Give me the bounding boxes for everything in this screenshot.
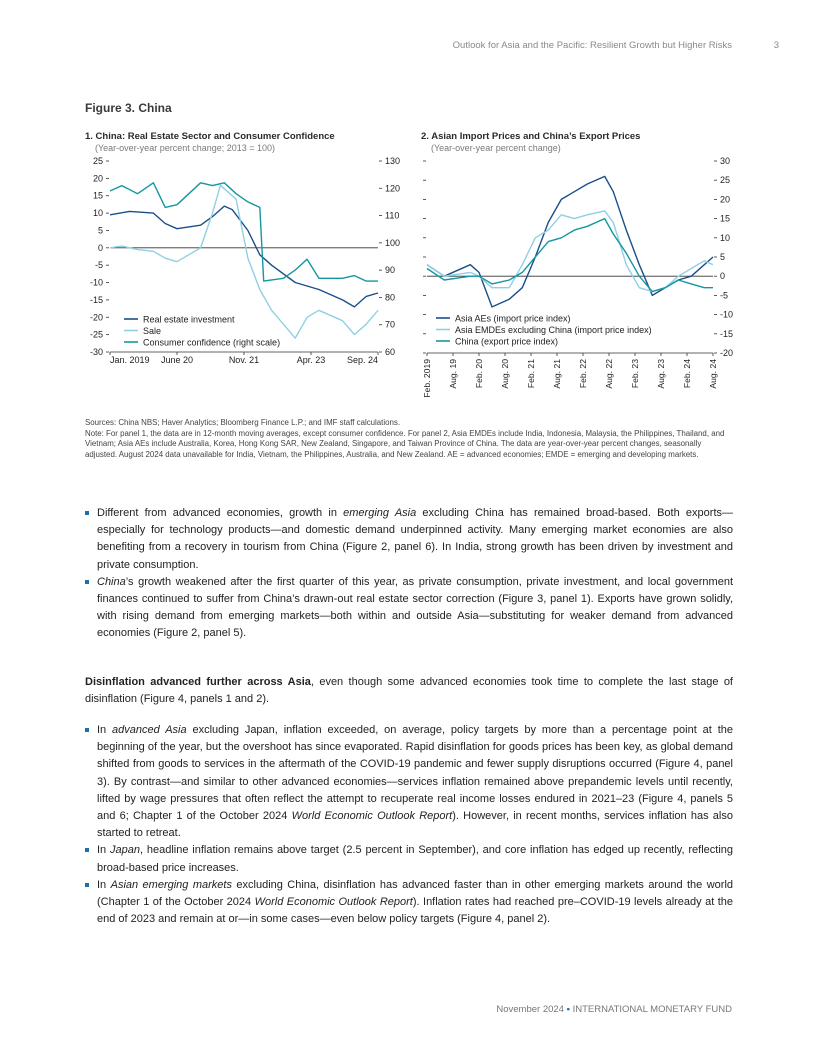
bullet-list-a [85,505,733,643]
bullet-text: In [97,724,113,736]
y-tick-label: 0 [97,242,103,253]
bullet-emphasis: advanced Asia [112,724,187,736]
x-tick-label: Aug. 19 [448,359,458,389]
figure-sources: Sources: China NBS; Haver Analytics; Bloomberg Finance L.P.; and IMF staff calculations. [85,418,401,427]
y-tick-label: -30 [89,347,103,357]
legend-label: Real estate investment [143,314,235,325]
figure-note: Note: For panel 1, the data are in 12-month moving averages, except consumer confidence. For panel 2, Asia EMDEs include India, Indonesia, Malaysia, the Philippines, Thailand, and Vietnam; Asia AEs include Australia, Korea, Hong Kong SAR, New Zealand, Singapore, and Taiwan Province of China. The data are year-over-year percent changes, seasonally adjusted. August 2024 data unavailable for India, Vietnam, the Philippines, Australia, and New Zealand. AE = advanced economies; EMDE = emerging and developing markets. [85,428,725,460]
y-tick-label: -10 [720,309,734,320]
x-tick-label: Aug. 20 [500,359,510,389]
x-tick-label: Feb. 22 [578,359,588,389]
bullet-text-post: excluding China has remained broad-based. Both exports—especially for technology products—and domestic demand underpinned activity. Many emerging market economies are also benefiting from a recovery in tourism from China (Figure 2, panel 6). In India, strong growth has been driven by investment and private consumption. [97,507,734,571]
paragraph [85,674,733,708]
y2-tick-label: 110 [385,210,400,221]
x-tick-label: Jan. 2019 [110,355,150,365]
series-line-2 [427,211,713,292]
y-tick-label: -20 [89,312,103,323]
y-tick-label: 5 [97,225,103,236]
y-tick-label: -10 [89,277,103,288]
bullet-text: excluding Japan, inflation exceeded, on average, policy targets by more than a percentage point at the beginning of the year, but the overshoot has since evaporated. Rapid disinflation for goods prices has been key, as global demand shifted from goods to services in the aftermath of the COVID-19 pandemic and fewer supply disruptions occurred (Figure 4, panel 3). By contrast—and similar to other advanced economies—services inflation remained above prepandemic levels until recently, lifted by wage pressures that often reflect the attempt to recuperate real income losses endured in 2021–23 (Figure 4, panels 5 and 6; Chapter 1 of the October 2024 [97,724,733,823]
y-tick-label: -25 [89,329,103,340]
page-footer [496,1004,732,1015]
page-number: 3 [773,40,779,51]
y2-tick-label: 70 [385,319,396,330]
series-line-3 [427,219,713,292]
x-tick-label: Feb. 20 [474,359,484,389]
panel2-subtitle: (Year-over-year percent change) [431,143,561,153]
y-tick-label: -20 [720,348,734,358]
series-line-1 [427,176,713,307]
panel1-subtitle: (Year-over-year percent change; 2013 = 100) [95,143,276,153]
bullet-text: In [97,878,111,891]
series-line-1 [110,206,378,307]
bullet-emphasis: Asian emerging markets [110,878,232,891]
bullet-item [85,574,733,643]
paragraph-lead: Disinflation advanced further across Asia [85,676,311,688]
y-tick-label: 25 [92,156,103,166]
bullet-emphasis: Japan [110,844,140,857]
y-tick-label: 0 [720,271,726,282]
bullet-text: In [97,844,110,857]
chart-panel-2 [412,152,742,412]
paragraph-rest: , even though some advanced economies took time to complete the last stage of disinflation (Figure 4, panels 1 and 2). [85,676,733,706]
bullet-list-a-container [85,505,733,643]
legend-label: Consumer confidence (right scale) [143,337,281,348]
x-tick-label: Feb. 23 [630,359,640,389]
y-tick-label: 30 [720,156,731,166]
running-header [0,40,816,54]
x-tick-label: June 20 [160,355,194,365]
y2-tick-label: 60 [385,347,396,357]
figure-notes [85,418,735,461]
bullet-emphasis: World Economic Outlook Report [254,896,413,909]
x-tick-label: Aug. 21 [552,359,562,389]
y-tick-label: 15 [720,213,731,224]
x-tick-label: Feb. 21 [526,359,536,389]
bullet-text: ). However, in recent months, services inflation has also started to retreat. [97,810,733,840]
bullet-text-em: China [97,575,126,588]
legend-label: Asia EMDEs excluding China (import price index) [455,325,652,335]
y-tick-label: -15 [720,328,734,339]
y-tick-label: 20 [92,173,103,184]
x-tick-label: Aug. 22 [604,359,614,389]
panel1-title: 1. China: Real Estate Sector and Consumer Confidence [85,131,335,142]
x-tick-label: Feb. 2019 [422,359,432,398]
y-tick-label: 25 [720,175,731,186]
x-tick-label: Aug. 24 [708,359,718,389]
y2-tick-label: 90 [385,265,396,276]
legend-label: Asia AEs (import price index) [455,313,571,324]
bullet-text: , headline inflation remains above target (2.5 percent in September), and core inflation has edged up recently, reflecting broad-based price increases. [97,844,734,874]
y-tick-label: 20 [720,194,731,205]
bullet-list-b [85,722,733,928]
bullet-text-em: emerging Asia [343,507,417,519]
x-tick-label: Aug. 23 [656,359,666,389]
series-line-3 [110,183,378,281]
y2-tick-label: 100 [385,237,401,248]
legend-label: Sale [143,326,162,336]
bullet-text-post: ’s growth weakened after the first quarter of this year, as private consumption, private investment, and local government finances continued to suffer from China’s drawn-out real estate sector correction (Figure 3, panel 1). Exports have grown solidly, with rising demand from emerging markets—both within and outside Asia—substituting for weaker demand from advanced economies (Figure 2, panel 5). [97,575,733,640]
legend-label: China (export price index) [455,336,559,347]
footer-separator: • [566,1004,570,1015]
y-tick-label: -15 [89,294,103,305]
bullet-item [85,505,733,574]
y2-tick-label: 80 [385,292,396,303]
bullet-list-b-container [85,722,733,928]
x-tick-label: Sep. 24 [346,355,378,365]
panel2-title: 2. Asian Import Prices and China’s Export Prices [421,131,641,142]
y-tick-label: -5 [720,290,729,301]
y-tick-label: -5 [94,260,103,271]
bullet-text: excluding China, disinflation has advanced faster than in other emerging markets around the world (Chapter 1 of the October 2024 [97,878,734,909]
bullet-text: ). Inflation rates had reached pre–COVID-19 levels already at the end of 2023 and remain at or—in some cases—even below policy targets (Figure 4, panel 2). [97,896,733,926]
x-tick-label: Nov. 21 [228,355,260,365]
y-tick-label: 10 [720,232,731,243]
bullet-emphasis: World Economic Outlook Report [291,810,453,823]
bullet-item [85,722,733,842]
x-tick-label: Feb. 24 [682,359,692,389]
bullet-item [85,842,733,876]
chart-panel-1 [80,152,410,374]
y2-tick-label: 120 [385,183,401,194]
x-tick-label: Apr. 23 [296,355,326,365]
y2-tick-label: 130 [385,156,401,166]
y-tick-label: 5 [720,252,726,262]
footer-date: November 2024 [496,1004,564,1015]
y-tick-label: 15 [92,190,103,201]
y-tick-label: 10 [92,208,103,219]
footer-org: INTERNATIONAL MONETARY FUND [572,1004,732,1015]
running-header-title: Outlook for Asia and the Pacific: Resilient Growth but Higher Risks [452,40,732,51]
bullet-item [85,877,733,929]
figure-title: Figure 3. China [85,101,172,115]
bullet-text-pre: Different from advanced economies, growth in [97,507,344,519]
